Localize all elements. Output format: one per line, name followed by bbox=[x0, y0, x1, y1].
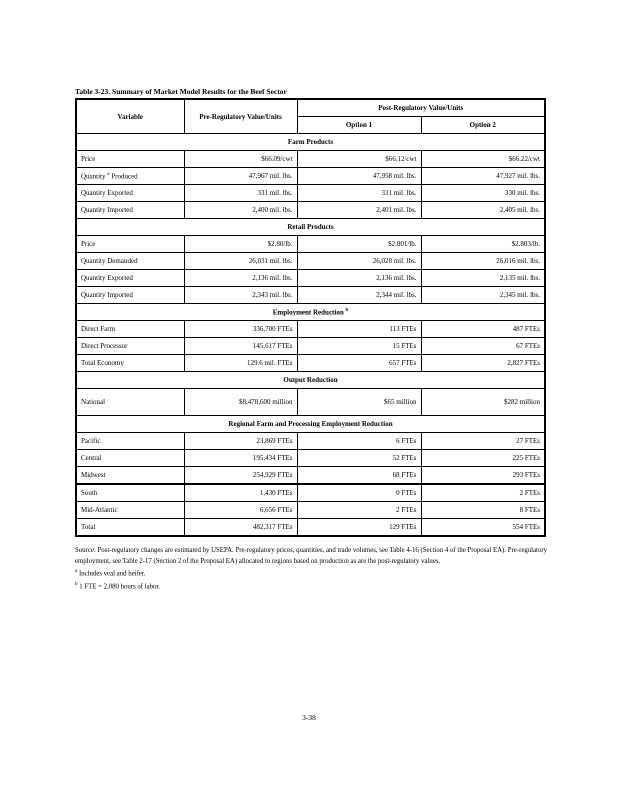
table-row bbox=[76, 502, 545, 519]
row-label: Central bbox=[76, 450, 184, 467]
value-cell-pre: 2,400 mil. lbs. bbox=[184, 202, 297, 219]
row-label: Mid-Atlantic bbox=[76, 502, 184, 519]
value-cell-opt2: 2,345 mil. lbs. bbox=[421, 287, 545, 304]
section-row bbox=[76, 134, 545, 151]
header-post-regulatory: Post-Regulatory Value/Units bbox=[297, 99, 545, 117]
value-cell-opt2: 330 mil. lbs. bbox=[421, 185, 545, 202]
value-cell-opt1: $65 million bbox=[297, 389, 421, 416]
source-note: Source: Post-regulatory changes are estimated by USEPA. Pre-regulatory prices, quantities, and trade volumes, see Table 4-16 (Section 4 of the Proposal EA). Pre-regulatory employment, see Table 2-17 (Section 2 of the Proposal EA) allocated to regions based on production as are the post-regulatory values. bbox=[75, 547, 547, 565]
value-cell-opt1: 657 FTEs bbox=[297, 355, 421, 372]
table-row bbox=[76, 168, 545, 185]
value-cell-opt2: 2,405 mil. lbs. bbox=[421, 202, 545, 219]
value-cell-pre: 2,136 mil. lbs. bbox=[184, 270, 297, 287]
footnote-b-marker: b bbox=[75, 581, 78, 587]
footnote-marker: a bbox=[107, 172, 110, 178]
value-cell-pre: 129.6 mil. FTEs bbox=[184, 355, 297, 372]
table-row bbox=[76, 389, 545, 416]
table-row bbox=[76, 202, 545, 219]
section-heading-farm bbox=[76, 134, 545, 151]
footnote-b bbox=[75, 580, 547, 593]
section-row bbox=[76, 304, 545, 321]
header-pre-regulatory: Pre-Regulatory Value/Units bbox=[184, 99, 297, 134]
value-cell-pre: 26,031 mil. lbs. bbox=[184, 253, 297, 270]
value-cell-opt2: 225 FTEs bbox=[421, 450, 545, 467]
value-cell-opt2: 47,927 mil. lbs. bbox=[421, 168, 545, 185]
section-heading-text: Employment Reduction bbox=[272, 308, 344, 317]
footnote-b-text: 1 FTE = 2,080 hours of labor. bbox=[79, 583, 161, 591]
value-cell-pre: $66.09/cwt bbox=[184, 151, 297, 168]
row-label: Price bbox=[76, 151, 184, 168]
table-row bbox=[76, 185, 545, 202]
value-cell-opt2: 2,827 FTEs bbox=[421, 355, 545, 372]
value-cell-pre: 6,656 FTEs bbox=[184, 502, 297, 519]
value-cell-opt1: 6 FTEs bbox=[297, 433, 421, 450]
value-cell-opt2: 8 FTEs bbox=[421, 502, 545, 519]
table-row bbox=[76, 484, 545, 502]
row-label: Total Economy bbox=[76, 355, 184, 372]
table-caption: Table 3-23. Summary of Market Model Results for the Beef Sector bbox=[75, 87, 287, 96]
value-cell-pre: 1,430 FTEs bbox=[184, 484, 297, 502]
section-row bbox=[76, 416, 545, 433]
row-label: Quantity Imported bbox=[76, 287, 184, 304]
value-cell-pre: 331 mil. lbs. bbox=[184, 185, 297, 202]
value-cell-opt2: $2.803/lb. bbox=[421, 236, 545, 253]
value-cell-pre: 195,434 FTEs bbox=[184, 450, 297, 467]
value-cell-opt2: 293 FTEs bbox=[421, 467, 545, 485]
section-row bbox=[76, 372, 545, 389]
table-row bbox=[76, 519, 545, 537]
table-row bbox=[76, 151, 545, 168]
value-cell-pre: 2,343 mil. lbs. bbox=[184, 287, 297, 304]
footnote-a-marker: a bbox=[75, 569, 78, 574]
value-cell-opt1: 15 FTEs bbox=[297, 338, 421, 355]
value-cell-pre: 336,700 FTEs bbox=[184, 321, 297, 338]
row-label: Quantity Imported bbox=[76, 202, 184, 219]
table-notes bbox=[75, 546, 547, 593]
table-row bbox=[76, 270, 545, 287]
table-row bbox=[76, 450, 545, 467]
row-label bbox=[76, 168, 184, 185]
header-variable: Variable bbox=[76, 99, 184, 134]
table-row bbox=[76, 236, 545, 253]
section-heading-employment bbox=[76, 304, 545, 321]
value-cell-opt1: 0 FTEs bbox=[297, 484, 421, 502]
header-option-2: Option 2 bbox=[421, 117, 545, 134]
table-row bbox=[76, 253, 545, 270]
value-cell-opt2: 27 FTEs bbox=[421, 433, 545, 450]
value-cell-opt1: 2,136 mil. lbs. bbox=[297, 270, 421, 287]
header-option-1: Option 1 bbox=[297, 117, 421, 134]
beef-sector-table bbox=[75, 98, 546, 537]
value-cell-pre: 482,317 FTEs bbox=[184, 519, 297, 537]
row-label-rest: Produced bbox=[109, 172, 138, 181]
row-label: Midwest bbox=[76, 467, 184, 485]
table-row bbox=[76, 355, 545, 372]
value-cell-opt1: $2.801/lb. bbox=[297, 236, 421, 253]
value-cell-opt1: 129 FTEs bbox=[297, 519, 421, 537]
value-cell-opt2: 67 FTEs bbox=[421, 338, 545, 355]
value-cell-opt2: $282 million bbox=[421, 389, 545, 416]
section-heading-retail bbox=[76, 219, 545, 236]
value-cell-opt1: 2,401 mil. lbs. bbox=[297, 202, 421, 219]
row-label: Pacific bbox=[76, 433, 184, 450]
value-cell-opt1: $66.12/cwt bbox=[297, 151, 421, 168]
value-cell-opt2: 2,135 mil. lbs. bbox=[421, 270, 545, 287]
value-cell-opt2: 487 FTEs bbox=[421, 321, 545, 338]
value-cell-pre: $2.80/lb. bbox=[184, 236, 297, 253]
value-cell-opt1: 47,958 mil. lbs. bbox=[297, 168, 421, 185]
section-heading-regional bbox=[76, 416, 545, 433]
value-cell-opt1: 331 mil. lbs. bbox=[297, 185, 421, 202]
footnote-a bbox=[75, 567, 547, 580]
row-label: Quantity Exported bbox=[76, 185, 184, 202]
value-cell-opt2: 554 FTEs bbox=[421, 519, 545, 537]
row-label: Price bbox=[76, 236, 184, 253]
table-row bbox=[76, 433, 545, 450]
page-number: 3-38 bbox=[302, 713, 316, 722]
table-row bbox=[76, 287, 545, 304]
row-label: Direct Farm bbox=[76, 321, 184, 338]
value-cell-opt1: 26,028 mil. lbs. bbox=[297, 253, 421, 270]
section-heading-text: Output Reduction bbox=[283, 376, 338, 384]
value-cell-opt2: $66.22/cwt bbox=[421, 151, 545, 168]
value-cell-opt1: 2 FTEs bbox=[297, 502, 421, 519]
value-cell-pre: 254,929 FTEs bbox=[184, 467, 297, 485]
row-label: National bbox=[76, 389, 184, 416]
section-heading-text: Farm Products bbox=[287, 138, 334, 146]
table-row bbox=[76, 338, 545, 355]
value-cell-opt1: 113 FTEs bbox=[297, 321, 421, 338]
value-cell-opt1: 68 FTEs bbox=[297, 467, 421, 485]
row-label: South bbox=[76, 484, 184, 502]
value-cell-opt2: 2 FTEs bbox=[421, 484, 545, 502]
footnote-marker: b bbox=[345, 308, 349, 314]
value-cell-pre: $8,478,600 million bbox=[184, 389, 297, 416]
section-heading-text: Retail Products bbox=[287, 223, 334, 231]
section-heading-output bbox=[76, 372, 545, 389]
row-label: Quantity Exported bbox=[76, 270, 184, 287]
row-label: Quantity Demanded bbox=[76, 253, 184, 270]
row-label: Total bbox=[76, 519, 184, 537]
footnote-a-text: Includes veal and heifer. bbox=[78, 570, 146, 578]
table-row bbox=[76, 467, 545, 485]
row-label: Direct Processor bbox=[76, 338, 184, 355]
value-cell-pre: 145,617 FTEs bbox=[184, 338, 297, 355]
section-heading-text: Regional Farm and Processing Employment Reduction bbox=[228, 420, 393, 428]
value-cell-opt1: 2,344 mil. lbs. bbox=[297, 287, 421, 304]
value-cell-pre: 23,869 FTEs bbox=[184, 433, 297, 450]
value-cell-pre: 47,967 mil. lbs. bbox=[184, 168, 297, 185]
row-label-first-word: Quantity bbox=[81, 172, 106, 181]
value-cell-opt2: 26,016 mil. lbs. bbox=[421, 253, 545, 270]
table-row bbox=[76, 321, 545, 338]
section-row bbox=[76, 219, 545, 236]
value-cell-opt1: 52 FTEs bbox=[297, 450, 421, 467]
